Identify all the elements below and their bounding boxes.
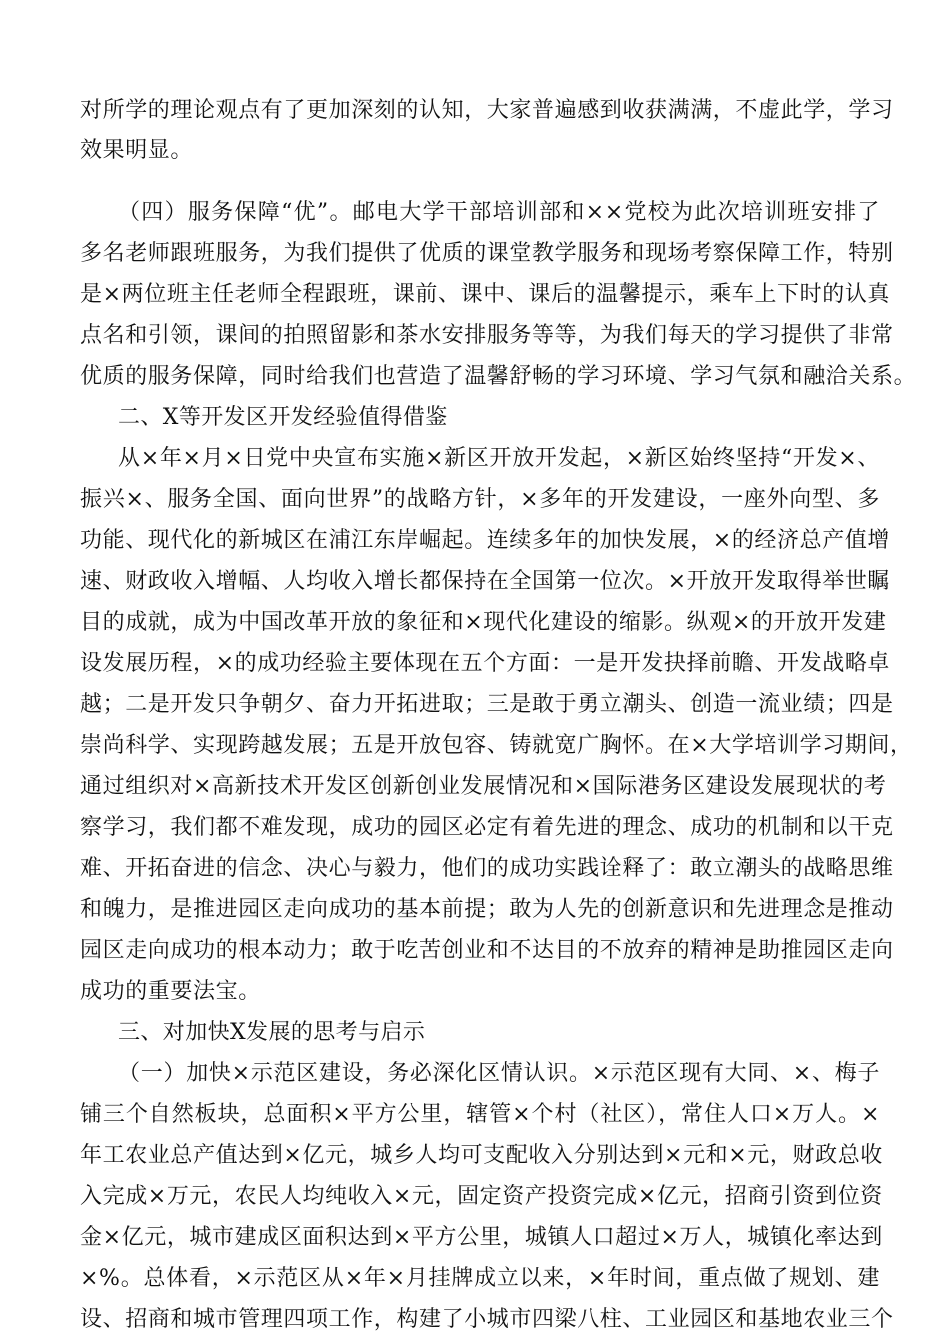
section-heading: 三、对加快X发展的思考与启示 bbox=[118, 1020, 426, 1045]
paragraph-line: 从×年×月×日党中央宣布实施×新区开放开发起，×新区始终坚持“开发×、 bbox=[118, 446, 880, 471]
paragraph-line: 入完成×万元，农民人均纯收入×元，固定资产投资完成×亿元，招商引资到位资 bbox=[80, 1184, 883, 1209]
paragraph-line: 成功的重要法宝。 bbox=[80, 979, 261, 1004]
paragraph-line: 设、招商和城市管理四项工作，构建了小城市四梁八柱、工业园区和基地农业三个 bbox=[80, 1307, 894, 1332]
paragraph-line: 园区走向成功的根本动力；敢于吃苦创业和不达目的不放弃的精神是助推园区走向 bbox=[80, 938, 894, 963]
paragraph-line: 多名老师跟班服务，为我们提供了优质的课堂教学服务和现场考察保障工作，特别 bbox=[80, 241, 894, 266]
paragraph-line: 难、开拓奋进的信念、决心与毅力，他们的成功实践诠释了：敢立潮头的战略思维 bbox=[80, 856, 894, 881]
paragraph-line: 点名和引领，课间的拍照留影和茶水安排服务等等，为我们每天的学习提供了非常 bbox=[80, 323, 894, 348]
paragraph-line: 越；二是开发只争朝夕、奋力开拓进取；三是敢于勇立潮头、创造一流业绩；四是 bbox=[80, 692, 894, 717]
paragraph-line: 金×亿元，城市建成区面积达到×平方公里，城镇人口超过×万人，城镇化率达到 bbox=[80, 1225, 883, 1250]
paragraph-line: 功能、现代化的新城区在浦江东岸崛起。连续多年的加快发展，×的经济总产值增 bbox=[80, 528, 891, 553]
paragraph-line: 通过组织对×高新技术开发区创新创业发展情况和×国际港务区建设发展现状的考 bbox=[80, 774, 887, 799]
paragraph-line: 铺三个自然板块，总面积×平方公里，辖管×个村（社区），常住人口×万人。× bbox=[80, 1102, 880, 1127]
paragraph-line: （一）加快×示范区建设，务必深化区情认识。×示范区现有大同、×、梅子 bbox=[118, 1061, 880, 1086]
paragraph-line: 和魄力，是推进园区走向成功的基本前提；敢为人先的创新意识和先进理念是推动 bbox=[80, 897, 894, 922]
paragraph-line: 年工农业总产值达到×亿元，城乡人均可支配收入分别达到×元和×元，财政总收 bbox=[80, 1143, 883, 1168]
paragraph-line: 目的成就，成为中国改革开放的象征和×现代化建设的缩影。纵观×的开放开发建 bbox=[80, 610, 887, 635]
paragraph-line: 效果明显。 bbox=[80, 138, 194, 163]
paragraph-line: 速、财政收入增幅、人均收入增长都保持在全国第一位次。×开放开发取得举世瞩 bbox=[80, 569, 891, 594]
paragraph-line: 振兴×、服务全国、面向世界”的战略方针，×多年的开发建设，一座外向型、多 bbox=[80, 487, 880, 512]
paragraph-line: （四）服务保障“优”。邮电大学干部培训部和××党校为此次培训班安排了 bbox=[118, 200, 880, 225]
section-heading: 二、X等开发区开发经验值得借鉴 bbox=[118, 405, 448, 430]
paragraph-line: 对所学的理论观点有了更加深刻的认知，大家普遍感到收获满满，不虚此学，学习 bbox=[80, 98, 894, 123]
paragraph-line: 崇尚科学、实现跨越发展；五是开放包容、铸就宽广胸怀。在×大学培训学习期间， bbox=[80, 733, 913, 758]
paragraph-line: 察学习，我们都不难发现，成功的园区必定有着先进的理念、成功的机制和以干克 bbox=[80, 815, 894, 840]
paragraph-line: 设发展历程，×的成功经验主要体现在五个方面：一是开发抉择前瞻、开发战略卓 bbox=[80, 651, 891, 676]
paragraph-line: ×%。总体看，×示范区从×年×月挂牌成立以来，×年时间，重点做了规划、建 bbox=[80, 1266, 880, 1291]
paragraph-line: 优质的服务保障，同时给我们也营造了温馨舒畅的学习环境、学习气氛和融洽关系。 bbox=[80, 364, 917, 389]
paragraph-line: 是×两位班主任老师全程跟班，课前、课中、课后的温馨提示，乘车上下时的认真 bbox=[80, 282, 891, 307]
